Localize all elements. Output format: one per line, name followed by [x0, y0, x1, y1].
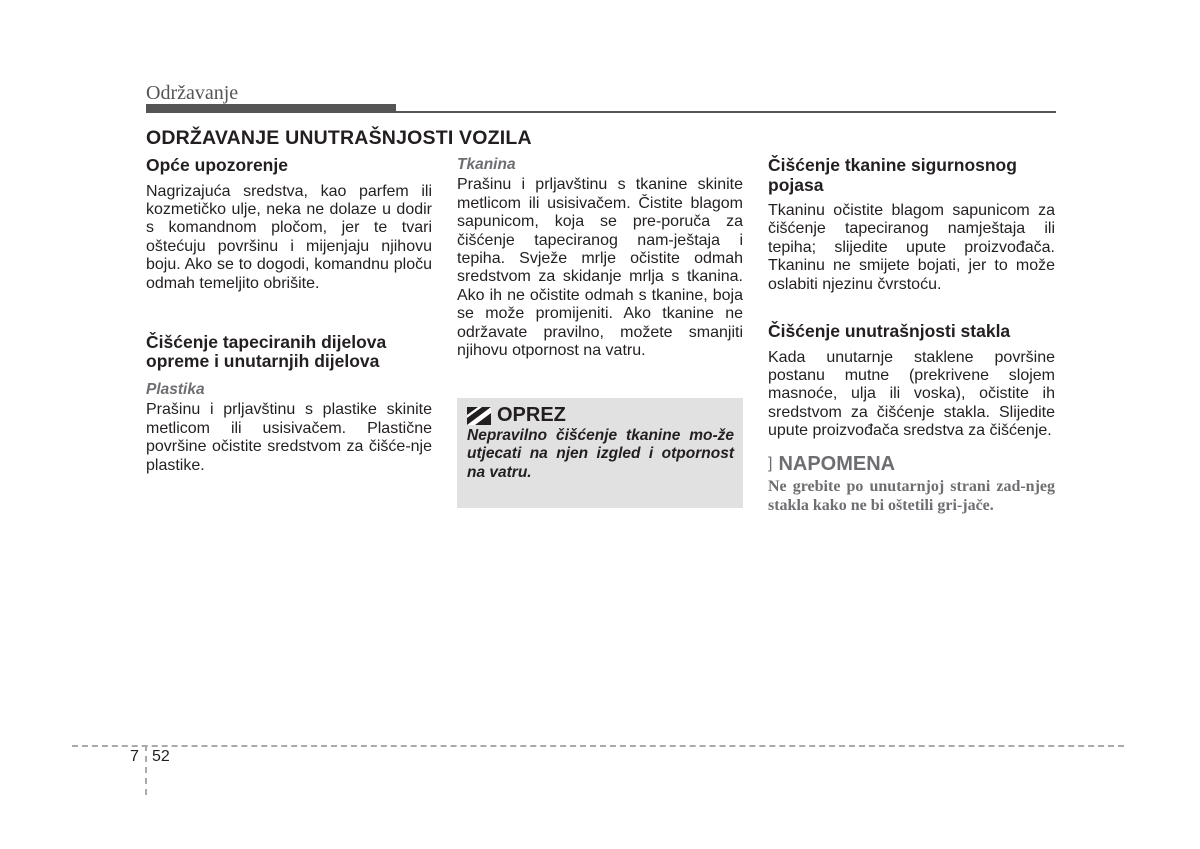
caution-title: OPREZ: [497, 404, 566, 427]
note-header: [768, 452, 1055, 475]
note-icon: ]: [768, 454, 773, 472]
header-rule-thin: [146, 111, 1056, 113]
heading-upholstery-cleaning: Čišćenje tapeciranih dijelova opreme i unutarnjih dijelova: [146, 331, 387, 372]
paragraph-plastic: Prašinu i prljavštinu s plastike skinite metlicom ili usisivačem. Plastične površine očistite sredstvom za čišće-nje plastike.: [146, 401, 432, 474]
paragraph-seatbelt-cleaning: Tkaninu očistite blagom sapunicom za čišćenje tapeciranog namještaja ili tepiha; slijedite upute proizvođača. Tkaninu ne smijete bojati, jer to može oslabiti njezinu čvrstoću.: [768, 202, 1055, 293]
running-header: Održavanje: [146, 82, 239, 104]
caution-text: Nepravilno čišćenje tkanine mo-že utjecati na njen izgled i otpornost na vatru.: [467, 426, 734, 481]
paragraph-fabric: Prašinu i prljavštinu s tkanine skinite metlicom ili usisivačem. Čistite blagom sapunicom, koja se pre-poruča za čišćenje tapeciranog nam-ještaja i tepiha. Svježe mrlje očistite odmah sredstvom za skidanje mrlja s tkanina. Ako ih ne očistite odmah s tkanine, boja se može promijeniti. Ako tkanine ne održavate pravilno, možete smanjiti njihovu otpornost na vatru.: [457, 176, 743, 360]
chapter-number: 7: [130, 748, 139, 765]
page-number: 52: [152, 748, 170, 765]
column-3: [768, 156, 1055, 515]
footer-dashed-line: [72, 745, 1124, 747]
paragraph-general-warning: Nagrizajuća sredstva, kao parfem ili kozmetičko ulje, neka ne dolaze u dodir s komandnom pločom, jer te tvari oštećuju površinu i mijenjaju njihovu boju. Ako se to dogodi, komandnu ploču odmah temeljito obrišite.: [146, 182, 432, 292]
subheading-fabric: Tkanina: [457, 156, 516, 173]
section-title: ODRŽAVANJE UNUTRAŠNJOSTI VOZILA: [146, 127, 532, 149]
caution-box: [457, 398, 743, 508]
header-rule-thick: [146, 104, 396, 111]
footer-dashed-divider: [145, 745, 147, 795]
note-title: NAPOMENA: [778, 452, 896, 475]
column-1: [146, 156, 432, 475]
subheading-plastic: Plastika: [146, 380, 205, 398]
heading-seatbelt-cleaning: Čišćenje tkanine sigurnosnog pojasa: [768, 155, 1017, 195]
caution-icon: [467, 407, 491, 425]
note-text: Ne grebite po unutarnjoj strani zad-njeg stakla kako ne bi oštetili gri-jače.: [768, 477, 1055, 514]
paragraph-glass-cleaning: Kada unutarnje staklene površine postanu mutne (prekrivene slojem masnoće, ulja ili voska), očistite ih sredstvom za čišćenje stakla. Slijedite upute proizvođača sredstva za čišćenje.: [768, 348, 1055, 440]
heading-glass-cleaning: Čišćenje unutrašnjosti stakla: [768, 321, 1011, 342]
caution-header: [467, 404, 734, 427]
column-2: [457, 156, 743, 508]
heading-general-warning: Opće upozorenje: [146, 155, 288, 175]
